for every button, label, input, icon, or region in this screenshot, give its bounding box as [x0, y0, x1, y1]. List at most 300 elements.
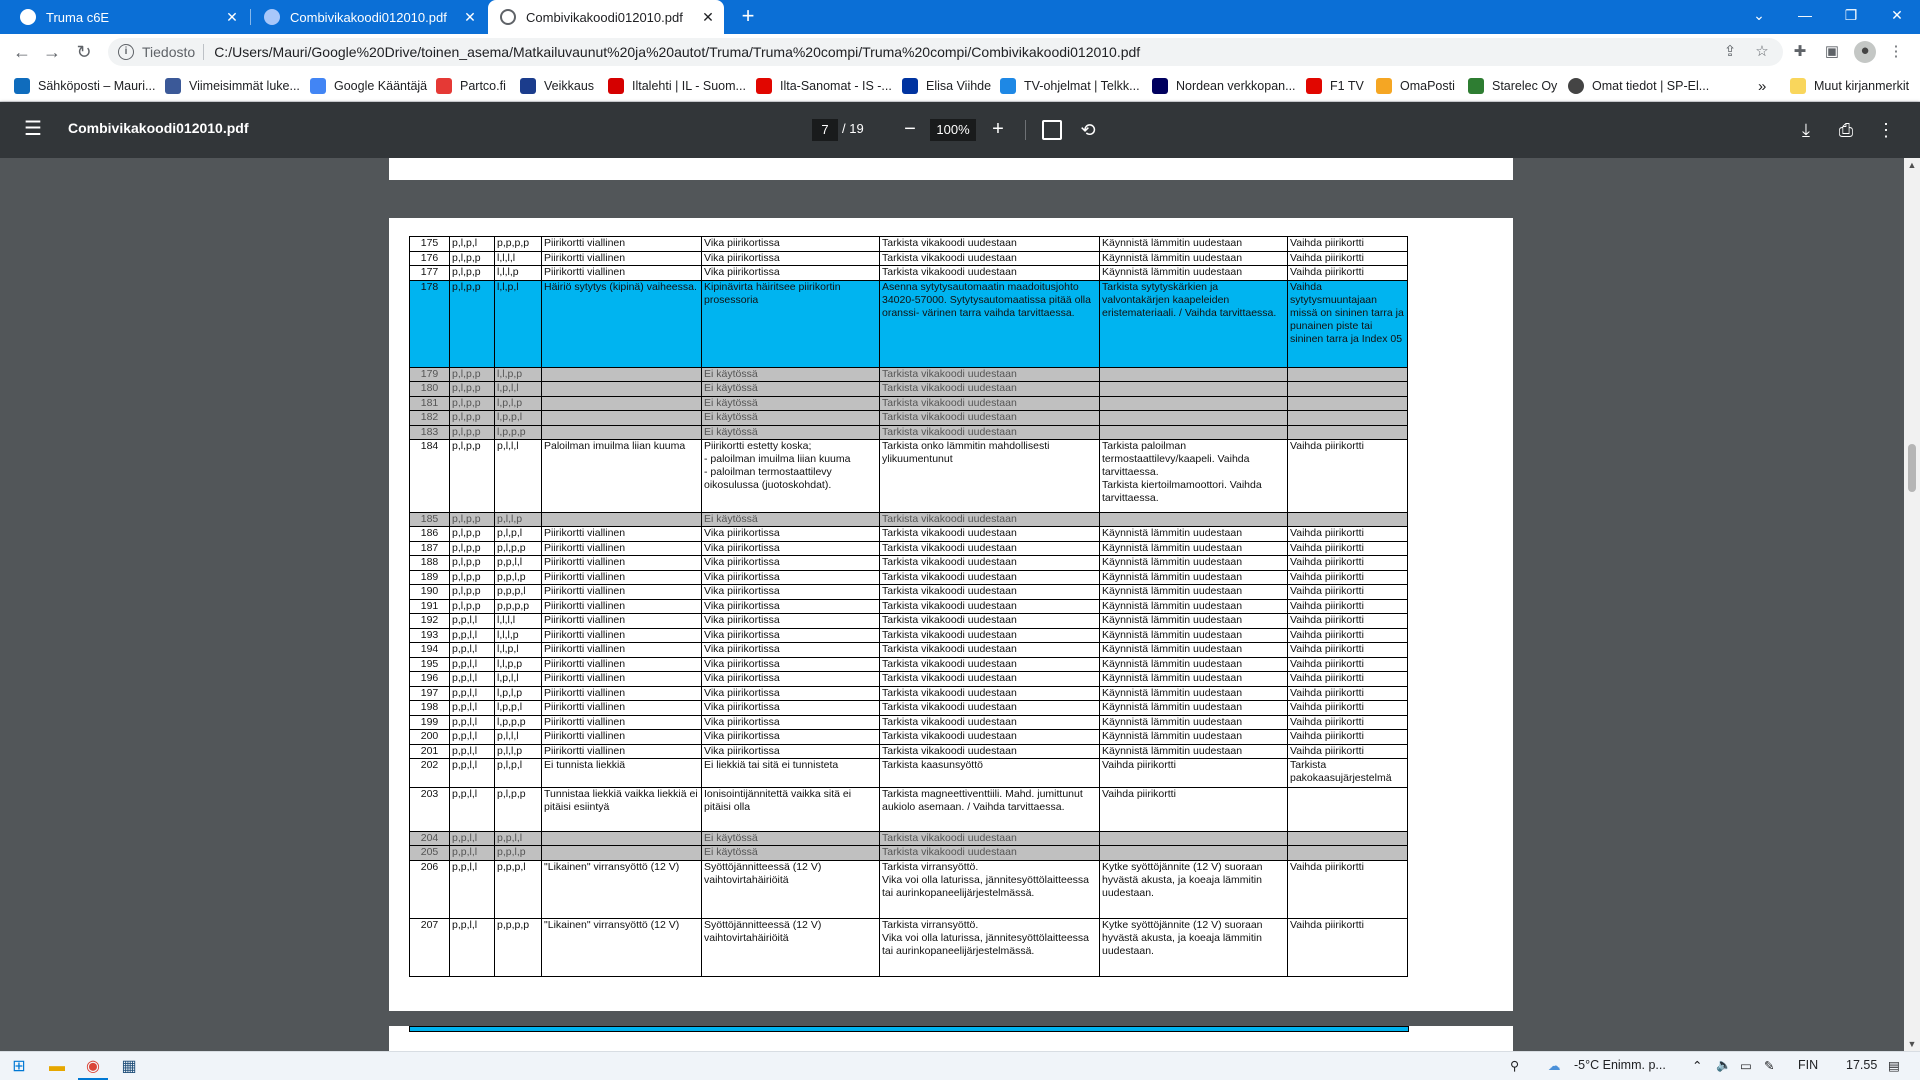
- action-1-cell: Tarkista virransyöttö. Vika voi olla laturissa, jännitesyöttölaitteessa tai aurinkopaneelijärjestelmässä.: [880, 860, 1100, 918]
- code-cell: 179: [410, 367, 450, 382]
- code-cell: 178: [410, 280, 450, 367]
- bookmarks-overflow-button[interactable]: »: [1758, 77, 1767, 95]
- code-cell: 175: [410, 237, 450, 252]
- bookmark-label: Elisa Viihde: [926, 79, 992, 93]
- code-cell: 196: [410, 672, 450, 687]
- action-1-cell: Tarkista vikakoodi uudestaan: [880, 614, 1100, 629]
- pattern-2-cell: l,l,p,l: [495, 643, 542, 658]
- cause-cell: Vika piirikortissa: [702, 672, 880, 687]
- action-2-cell: [1100, 425, 1288, 440]
- fit-page-icon[interactable]: [1042, 120, 1062, 140]
- table-row: [410, 860, 1408, 918]
- more-menu-icon[interactable]: ⋮: [1888, 43, 1904, 60]
- fault-cell: Piirikortti viallinen: [542, 628, 702, 643]
- action-3-cell: Vaihda piirikortti: [1288, 643, 1408, 658]
- fault-cell: Tunnistaa liekkiä vaikka liekkiä ei pitäisi esiintyä: [542, 788, 702, 832]
- table-row: [410, 237, 1408, 252]
- fault-cell: "Likainen" virransyöttö (12 V): [542, 860, 702, 918]
- action-1-cell: Tarkista virransyöttö. Vika voi olla laturissa, jännitesyöttölaitteessa tai aurinkopaneelijärjestelmässä.: [880, 918, 1100, 976]
- fault-cell: Piirikortti viallinen: [542, 643, 702, 658]
- cause-cell: Ei käytössä: [702, 396, 880, 411]
- bookmark-label: F1 TV: [1330, 79, 1364, 93]
- pattern-1-cell: p,p,l,l: [450, 730, 495, 745]
- share-icon[interactable]: ⇪: [1723, 43, 1737, 60]
- print-icon[interactable]: ⎙: [1838, 120, 1854, 140]
- volume-icon[interactable]: 🔈: [1716, 1058, 1732, 1072]
- pattern-2-cell: p,l,p,l: [495, 527, 542, 542]
- pattern-2-cell: l,l,l,l: [495, 251, 542, 266]
- action-1-cell: Tarkista vikakoodi uudestaan: [880, 846, 1100, 861]
- close-icon[interactable]: ✕: [464, 9, 476, 25]
- cause-cell: Vika piirikortissa: [702, 614, 880, 629]
- vertical-scrollbar[interactable]: [1904, 158, 1920, 1051]
- pen-icon[interactable]: ✎: [1764, 1059, 1775, 1073]
- action-1-cell: Tarkista vikakoodi uudestaan: [880, 599, 1100, 614]
- table-row: [410, 846, 1408, 861]
- action-2-cell: Tarkista sytytyskärkien ja valvontakärjen kaapeleiden eristemateriaali. / Vaihda tarvittaessa.: [1100, 280, 1288, 367]
- cause-cell: Ei käytössä: [702, 411, 880, 426]
- windows-taskbar: [0, 1051, 1920, 1080]
- action-1-cell: Tarkista vikakoodi uudestaan: [880, 541, 1100, 556]
- pattern-2-cell: l,p,p,l: [495, 411, 542, 426]
- info-icon[interactable]: i: [118, 44, 134, 60]
- table-row: [410, 918, 1408, 976]
- fault-cell: [542, 396, 702, 411]
- pattern-2-cell: l,l,p,p: [495, 367, 542, 382]
- action-2-cell: Käynnistä lämmitin uudestaan: [1100, 672, 1288, 687]
- action-2-cell: [1100, 367, 1288, 382]
- code-cell: 177: [410, 266, 450, 281]
- table-row: [410, 628, 1408, 643]
- bookmark-iltalehti-icon: [608, 78, 624, 94]
- tab-pdf-active[interactable]: [488, 0, 724, 34]
- action-3-cell: Vaihda piirikortti: [1288, 440, 1408, 513]
- windows-start-icon[interactable]: ⊞: [12, 1058, 26, 1075]
- close-icon[interactable]: ✕: [226, 9, 238, 25]
- bookmark-label: Nordean verkkopan...: [1176, 79, 1296, 93]
- pattern-2-cell: p,l,p,p: [495, 788, 542, 832]
- action-3-cell: Vaihda piirikortti: [1288, 918, 1408, 976]
- action-2-cell: Käynnistä lämmitin uudestaan: [1100, 237, 1288, 252]
- pattern-2-cell: p,l,p,l: [495, 759, 542, 788]
- table-row: [410, 643, 1408, 658]
- table-row: [410, 266, 1408, 281]
- bookmark-label: Google Kääntäjä: [334, 79, 428, 93]
- bookmark-label: Viimeisimmät luke...: [189, 79, 300, 93]
- code-cell: 191: [410, 599, 450, 614]
- pattern-2-cell: l,p,l,l: [495, 382, 542, 397]
- fault-cell: [542, 425, 702, 440]
- action-3-cell: Vaihda piirikortti: [1288, 715, 1408, 730]
- pattern-1-cell: p,l,p,l: [450, 237, 495, 252]
- action-1-cell: Tarkista vikakoodi uudestaan: [880, 672, 1100, 687]
- pattern-1-cell: p,p,l,l: [450, 759, 495, 788]
- fault-cell: [542, 831, 702, 846]
- cause-cell: Vika piirikortissa: [702, 585, 880, 600]
- action-1-cell: Tarkista vikakoodi uudestaan: [880, 570, 1100, 585]
- fault-cell: Piirikortti viallinen: [542, 730, 702, 745]
- fault-cell: [542, 367, 702, 382]
- pdf-viewer[interactable]: [0, 158, 1904, 1051]
- fault-cell: Piirikortti viallinen: [542, 614, 702, 629]
- action-3-cell: [1288, 846, 1408, 861]
- bookmark-nordea-icon: [1152, 78, 1168, 94]
- action-3-cell: Vaihda piirikortti: [1288, 860, 1408, 918]
- cause-cell: Kipinävirta häiritsee piirikortin prosessoria: [702, 280, 880, 367]
- table-row: [410, 512, 1408, 527]
- action-3-cell: Vaihda piirikortti: [1288, 237, 1408, 252]
- table-row: [410, 831, 1408, 846]
- bookmark-item[interactable]: [310, 76, 427, 96]
- bookmark-item[interactable]: [902, 76, 991, 96]
- table-row: [410, 556, 1408, 571]
- action-3-cell: [1288, 831, 1408, 846]
- pdf-page-7: [389, 218, 1513, 1011]
- tab-title: Combivikakoodi012010.pdf: [526, 9, 683, 25]
- tab-separator: [250, 9, 251, 25]
- action-2-cell: Tarkista paloilman termostaattilevy/kaapeli. Vaihda tarvittaessa. Tarkista kiertoilmamoottori. Vaihda tarvittaessa.: [1100, 440, 1288, 513]
- action-3-cell: [1288, 382, 1408, 397]
- code-cell: 195: [410, 657, 450, 672]
- action-1-cell: Tarkista vikakoodi uudestaan: [880, 643, 1100, 658]
- weather-icon[interactable]: ☁: [1548, 1059, 1561, 1073]
- fault-cell: Piirikortti viallinen: [542, 599, 702, 614]
- pattern-1-cell: p,p,l,l: [450, 614, 495, 629]
- globe-icon: [500, 9, 516, 25]
- action-2-cell: Käynnistä lämmitin uudestaan: [1100, 585, 1288, 600]
- other-bookmarks-label: Muut kirjanmerkit: [1814, 79, 1910, 93]
- notifications-icon[interactable]: ▤: [1888, 1059, 1900, 1073]
- pattern-1-cell: p,p,l,l: [450, 715, 495, 730]
- action-2-cell: Käynnistä lämmitin uudestaan: [1100, 657, 1288, 672]
- code-cell: 192: [410, 614, 450, 629]
- pattern-1-cell: p,l,p,p: [450, 556, 495, 571]
- action-1-cell: Asenna sytytysautomaatin maadoitusjohto 34020-57000. Sytytysautomaatissa pitää olla oranssi- värinen tarra vaihda tarvittaessa.: [880, 280, 1100, 367]
- fault-cell: Piirikortti viallinen: [542, 672, 702, 687]
- minimize-icon[interactable]: —: [1798, 7, 1812, 23]
- network-icon[interactable]: ▭: [1740, 1059, 1752, 1073]
- cause-cell: Vika piirikortissa: [702, 643, 880, 658]
- address-separator: [203, 44, 204, 60]
- action-1-cell: Tarkista vikakoodi uudestaan: [880, 730, 1100, 745]
- window-close-icon[interactable]: ✕: [1891, 7, 1903, 23]
- pattern-2-cell: p,p,l,p: [495, 570, 542, 585]
- tray-chevron-icon[interactable]: ⌃: [1692, 1059, 1703, 1073]
- code-cell: 198: [410, 701, 450, 716]
- cause-cell: Syöttöjännitteessä (12 V) vaihtovirtahäiriöitä: [702, 918, 880, 976]
- address-url[interactable]: C:/Users/Mauri/Google%20Drive/toinen_asema/Matkailuvaunut%20ja%20autot/Truma/Truma%20compi/Truma%20compi/Combivikakoodi012010.pdf: [214, 44, 1141, 60]
- scroll-up-icon[interactable]: ▲: [1907, 160, 1917, 170]
- code-cell: 183: [410, 425, 450, 440]
- weather-text[interactable]: -5°C Enimm. p...: [1574, 1058, 1666, 1072]
- bookmark-item[interactable]: [1468, 76, 1557, 96]
- action-3-cell: [1288, 425, 1408, 440]
- fault-cell: [542, 411, 702, 426]
- action-3-cell: Vaihda piirikortti: [1288, 556, 1408, 571]
- table-row: [410, 440, 1408, 513]
- bookmark-outlook-icon: [14, 78, 30, 94]
- code-cell: 189: [410, 570, 450, 585]
- rotate-icon[interactable]: ⟲: [1080, 120, 1096, 140]
- table-row: [410, 599, 1408, 614]
- bookmark-item[interactable]: [1568, 76, 1709, 96]
- action-2-cell: Käynnistä lämmitin uudestaan: [1100, 744, 1288, 759]
- bookmark-item[interactable]: [436, 76, 506, 96]
- cause-cell: Ei käytössä: [702, 512, 880, 527]
- bookmark-label: Sähköposti – Mauri...: [38, 79, 156, 93]
- bookmark-telkku-icon: [1000, 78, 1016, 94]
- pattern-2-cell: l,l,p,l: [495, 280, 542, 367]
- bookmark-item[interactable]: [1306, 76, 1364, 96]
- table-row: [410, 570, 1408, 585]
- pattern-1-cell: p,l,p,p: [450, 585, 495, 600]
- page-number-input[interactable]: 7: [812, 119, 838, 141]
- action-1-cell: Tarkista vikakoodi uudestaan: [880, 396, 1100, 411]
- fault-cell: Piirikortti viallinen: [542, 266, 702, 281]
- back-icon[interactable]: ←: [13, 42, 31, 62]
- code-cell: 207: [410, 918, 450, 976]
- fault-cell: Piirikortti viallinen: [542, 237, 702, 252]
- code-cell: 205: [410, 846, 450, 861]
- fault-cell: Häiriö sytytys (kipinä) vaiheessa.: [542, 280, 702, 367]
- pattern-2-cell: p,l,l,p: [495, 512, 542, 527]
- tab-search-icon[interactable]: ⌄: [1753, 7, 1765, 23]
- action-1-cell: Tarkista vikakoodi uudestaan: [880, 831, 1100, 846]
- pattern-1-cell: p,p,l,l: [450, 628, 495, 643]
- pattern-1-cell: p,p,l,l: [450, 918, 495, 976]
- chrome-icon[interactable]: ◉: [78, 1054, 108, 1080]
- action-3-cell: [1288, 512, 1408, 527]
- scroll-down-icon[interactable]: ▼: [1907, 1039, 1917, 1049]
- code-cell: 197: [410, 686, 450, 701]
- cause-cell: Vika piirikortissa: [702, 730, 880, 745]
- extensions-icon[interactable]: ✚: [1793, 43, 1807, 60]
- cause-cell: Ei liekkiä tai sitä ei tunnisteta: [702, 759, 880, 788]
- pattern-1-cell: p,p,l,l: [450, 860, 495, 918]
- pattern-2-cell: l,p,l,p: [495, 686, 542, 701]
- table-row: [410, 396, 1408, 411]
- action-1-cell: Tarkista vikakoodi uudestaan: [880, 701, 1100, 716]
- action-2-cell: Käynnistä lämmitin uudestaan: [1100, 556, 1288, 571]
- code-cell: 184: [410, 440, 450, 513]
- cause-cell: Vika piirikortissa: [702, 599, 880, 614]
- new-tab-button[interactable]: +: [741, 3, 755, 28]
- pattern-2-cell: l,l,l,p: [495, 628, 542, 643]
- pattern-2-cell: l,p,p,p: [495, 425, 542, 440]
- action-3-cell: Vaihda piirikortti: [1288, 672, 1408, 687]
- action-3-cell: [1288, 788, 1408, 832]
- bookmark-news-icon: [165, 78, 181, 94]
- calculator-icon[interactable]: ▦: [121, 1058, 137, 1075]
- action-3-cell: Vaihda piirikortti: [1288, 585, 1408, 600]
- bookmark-item[interactable]: [165, 76, 300, 96]
- action-1-cell: Tarkista vikakoodi uudestaan: [880, 266, 1100, 281]
- pattern-2-cell: p,p,p,l: [495, 860, 542, 918]
- action-2-cell: Käynnistä lämmitin uudestaan: [1100, 541, 1288, 556]
- table-row: [410, 527, 1408, 542]
- zoom-input[interactable]: 100%: [930, 119, 976, 141]
- bookmark-label: Veikkaus: [544, 79, 595, 93]
- profile-avatar-icon[interactable]: ●: [1854, 41, 1876, 63]
- pattern-1-cell: p,l,p,p: [450, 425, 495, 440]
- action-2-cell: Käynnistä lämmitin uudestaan: [1100, 266, 1288, 281]
- action-3-cell: Vaihda piirikortti: [1288, 527, 1408, 542]
- globe-icon: [264, 9, 280, 25]
- table-row: [410, 686, 1408, 701]
- page-total: / 19: [842, 121, 864, 136]
- pattern-2-cell: l,p,p,l: [495, 701, 542, 716]
- action-2-cell: Kytke syöttöjännite (12 V) suoraan hyvästä akusta, ja koeaja lämmitin uudestaan.: [1100, 860, 1288, 918]
- pattern-2-cell: p,p,p,p: [495, 918, 542, 976]
- action-2-cell: Vaihda piirikortti: [1100, 788, 1288, 832]
- cause-cell: Vika piirikortissa: [702, 744, 880, 759]
- action-2-cell: Käynnistä lämmitin uudestaan: [1100, 628, 1288, 643]
- fault-cell: [542, 512, 702, 527]
- tab-strip: [0, 0, 1920, 34]
- bookmark-item[interactable]: [608, 76, 746, 96]
- bookmark-label: Omat tiedot | SP-El...: [1592, 79, 1710, 93]
- bookmark-item[interactable]: [756, 76, 892, 96]
- fault-cell: Piirikortti viallinen: [542, 585, 702, 600]
- fault-cell: Piirikortti viallinen: [542, 657, 702, 672]
- scrollbar-thumb[interactable]: [1908, 444, 1916, 492]
- bookmark-item[interactable]: [14, 76, 155, 96]
- table-row: [410, 585, 1408, 600]
- pattern-1-cell: p,p,l,l: [450, 744, 495, 759]
- action-1-cell: Tarkista vikakoodi uudestaan: [880, 367, 1100, 382]
- action-1-cell: Tarkista kaasunsyöttö: [880, 759, 1100, 788]
- code-cell: 204: [410, 831, 450, 846]
- pattern-2-cell: l,l,l,l: [495, 614, 542, 629]
- bookmark-item[interactable]: [1376, 76, 1455, 96]
- pattern-2-cell: l,p,l,p: [495, 396, 542, 411]
- fault-cell: Piirikortti viallinen: [542, 686, 702, 701]
- action-3-cell: [1288, 396, 1408, 411]
- table-row: [410, 425, 1408, 440]
- code-cell: 181: [410, 396, 450, 411]
- action-2-cell: [1100, 411, 1288, 426]
- action-3-cell: Vaihda piirikortti: [1288, 251, 1408, 266]
- bookmark-label: Partco.fi: [460, 79, 506, 93]
- action-3-cell: Vaihda piirikortti: [1288, 744, 1408, 759]
- fault-cell: [542, 846, 702, 861]
- action-2-cell: [1100, 831, 1288, 846]
- bookmark-veikkaus-icon: [520, 78, 536, 94]
- action-1-cell: Tarkista vikakoodi uudestaan: [880, 411, 1100, 426]
- code-cell: 185: [410, 512, 450, 527]
- pattern-2-cell: p,l,p,p: [495, 541, 542, 556]
- bookmark-label: OmaPosti: [1400, 79, 1455, 93]
- action-2-cell: [1100, 382, 1288, 397]
- action-3-cell: Vaihda piirikortti: [1288, 614, 1408, 629]
- action-3-cell: Vaihda piirikortti: [1288, 266, 1408, 281]
- pattern-2-cell: p,l,l,l: [495, 730, 542, 745]
- action-3-cell: Vaihda piirikortti: [1288, 541, 1408, 556]
- pattern-1-cell: p,l,p,p: [450, 440, 495, 513]
- download-icon[interactable]: ⤓: [1802, 120, 1810, 140]
- language-indicator[interactable]: FIN: [1798, 1058, 1819, 1072]
- action-1-cell: Tarkista vikakoodi uudestaan: [880, 527, 1100, 542]
- file-explorer-icon[interactable]: ▬: [49, 1058, 65, 1075]
- more-options-icon[interactable]: ⋮: [1877, 120, 1895, 140]
- bookmark-spel-icon: [1568, 78, 1584, 94]
- cause-cell: Vika piirikortissa: [702, 266, 880, 281]
- action-3-cell: Vaihda piirikortti: [1288, 570, 1408, 585]
- table-row: [410, 788, 1408, 832]
- code-cell: 190: [410, 585, 450, 600]
- menu-icon[interactable]: ☰: [24, 118, 42, 140]
- tab-pdf-1[interactable]: [252, 0, 486, 34]
- fault-code-table: [409, 236, 1408, 977]
- side-panel-icon[interactable]: ▣: [1824, 43, 1840, 60]
- cause-cell: Vika piirikortissa: [702, 237, 880, 252]
- bookmark-translate-icon: [310, 78, 326, 94]
- bookmark-label: Starelec Oy: [1492, 79, 1558, 93]
- action-1-cell: Tarkista vikakoodi uudestaan: [880, 628, 1100, 643]
- action-1-cell: Tarkista vikakoodi uudestaan: [880, 382, 1100, 397]
- bookmark-posti-icon: [1376, 78, 1392, 94]
- code-cell: 182: [410, 411, 450, 426]
- pattern-2-cell: p,p,p,l: [495, 585, 542, 600]
- clock[interactable]: 17.55: [1846, 1058, 1878, 1072]
- code-cell: 202: [410, 759, 450, 788]
- fault-cell: Piirikortti viallinen: [542, 570, 702, 585]
- bookmark-label: Iltalehti | IL - Suom...: [632, 79, 746, 93]
- action-1-cell: Tarkista vikakoodi uudestaan: [880, 715, 1100, 730]
- pattern-2-cell: l,p,l,l: [495, 672, 542, 687]
- action-3-cell: Vaihda piirikortti: [1288, 701, 1408, 716]
- cause-cell: Vika piirikortissa: [702, 556, 880, 571]
- pattern-1-cell: p,l,p,p: [450, 570, 495, 585]
- fault-cell: Piirikortti viallinen: [542, 541, 702, 556]
- pattern-1-cell: p,l,p,p: [450, 266, 495, 281]
- restore-icon[interactable]: ❐: [1844, 7, 1858, 23]
- pattern-2-cell: p,p,l,l: [495, 556, 542, 571]
- action-2-cell: Käynnistä lämmitin uudestaan: [1100, 527, 1288, 542]
- action-2-cell: Kytke syöttöjännite (12 V) suoraan hyvästä akusta, ja koeaja lämmitin uudestaan.: [1100, 918, 1288, 976]
- action-1-cell: Tarkista vikakoodi uudestaan: [880, 251, 1100, 266]
- address-scheme: Tiedosto: [142, 44, 196, 60]
- action-1-cell: Tarkista vikakoodi uudestaan: [880, 237, 1100, 252]
- forward-icon[interactable]: →: [43, 42, 61, 62]
- address-bar[interactable]: [108, 38, 1783, 66]
- pattern-1-cell: p,l,p,p: [450, 411, 495, 426]
- bookmark-item[interactable]: [1000, 76, 1140, 96]
- bookmark-is-icon: [756, 78, 772, 94]
- people-icon[interactable]: ⚲: [1510, 1059, 1520, 1073]
- other-bookmarks[interactable]: [1790, 76, 1909, 96]
- close-icon[interactable]: ✕: [702, 9, 714, 25]
- toolbar-divider: [1025, 120, 1026, 140]
- pattern-1-cell: p,p,l,l: [450, 657, 495, 672]
- action-1-cell: Tarkista magneettiventtiili. Mahd. jumittunut aukiolo asemaan. / Vaihda tarvittaessa.: [880, 788, 1100, 832]
- bookmark-item[interactable]: [520, 76, 594, 96]
- pdf-toolbar: [0, 102, 1920, 158]
- action-1-cell: Tarkista vikakoodi uudestaan: [880, 425, 1100, 440]
- fault-cell: "Likainen" virransyöttö (12 V): [542, 918, 702, 976]
- bookmark-item[interactable]: [1152, 76, 1296, 96]
- zoom-in-icon[interactable]: +: [992, 118, 1004, 140]
- pattern-1-cell: p,p,l,l: [450, 788, 495, 832]
- next-page-table-peek: [409, 1026, 1409, 1032]
- action-1-cell: Tarkista vikakoodi uudestaan: [880, 744, 1100, 759]
- pattern-1-cell: p,p,l,l: [450, 846, 495, 861]
- zoom-out-icon[interactable]: −: [904, 118, 916, 140]
- star-icon[interactable]: ☆: [1755, 43, 1769, 60]
- tab-title: Combivikakoodi012010.pdf: [290, 9, 447, 25]
- reload-icon[interactable]: ↻: [76, 42, 92, 62]
- tab-truma[interactable]: [8, 0, 248, 34]
